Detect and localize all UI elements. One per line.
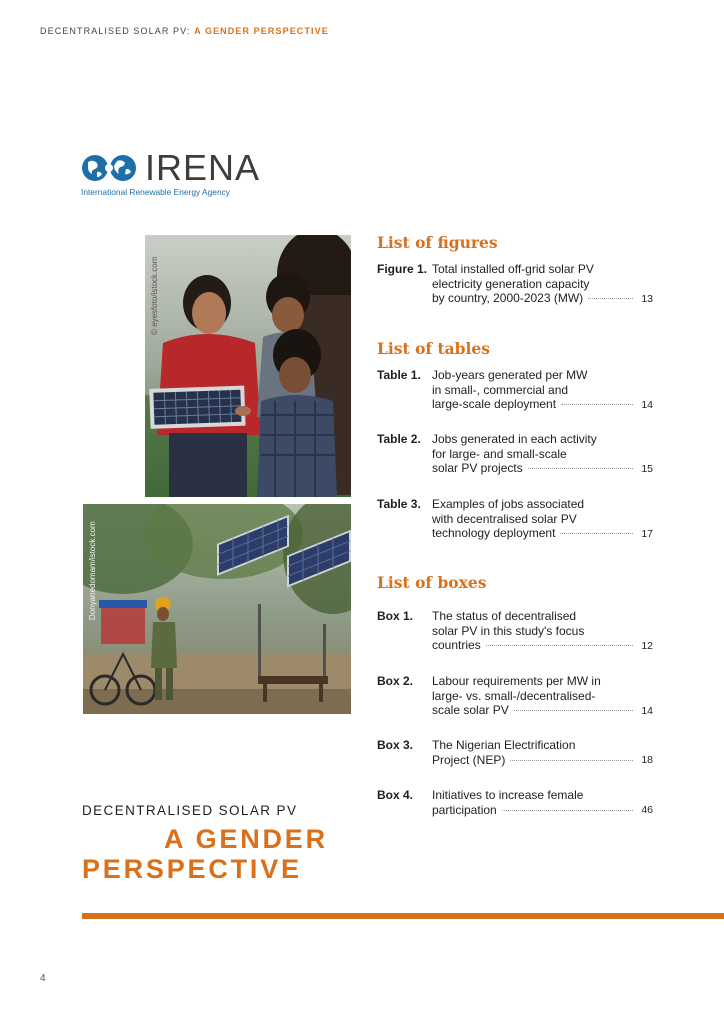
entry-label: Table 2. xyxy=(377,432,421,446)
table-entry[interactable] xyxy=(377,497,653,542)
entry-page-number: 46 xyxy=(641,804,653,816)
box-entry[interactable] xyxy=(377,674,653,719)
dot-leader xyxy=(514,709,633,711)
photo-rickshaw-solar-panels xyxy=(83,504,351,714)
figure-entry[interactable] xyxy=(377,262,653,307)
list-of-tables-title: List of tables xyxy=(377,339,490,358)
entry-line: electricity generation capacity xyxy=(432,276,590,291)
entry-page-number: 12 xyxy=(641,640,653,652)
running-header-highlight: A GENDER PERSPECTIVE xyxy=(194,26,329,36)
entry-line: with decentralised solar PV xyxy=(432,511,577,526)
dot-leader xyxy=(510,759,633,761)
box-entry[interactable] xyxy=(377,609,653,654)
dot-leader xyxy=(528,467,633,469)
running-header-prefix: DECENTRALISED SOLAR PV: xyxy=(40,26,195,36)
globe-icon xyxy=(80,152,144,184)
entry-page-number: 13 xyxy=(641,293,653,305)
dot-leader xyxy=(486,644,633,646)
entry-line: The status of decentralised xyxy=(432,609,577,623)
entry-line: countries xyxy=(432,638,481,653)
list-of-figures-title: List of figures xyxy=(377,233,498,252)
dot-leader xyxy=(560,532,633,534)
entry-label: Box 3. xyxy=(377,738,414,752)
entry-line: solar PV in this study's focus xyxy=(432,623,585,638)
entry-label: Table 3. xyxy=(377,497,421,511)
photo-woman-children-solar-panel xyxy=(145,235,351,497)
logo-subtitle: International Renewable Energy Agency xyxy=(81,187,230,197)
photo-credit-bottom: Donyanedomam/istock.com xyxy=(88,521,97,620)
entry-page-number: 17 xyxy=(641,528,653,540)
orange-divider xyxy=(82,913,724,919)
dot-leader xyxy=(502,809,633,811)
entry-line: large-scale deployment xyxy=(432,397,557,412)
photo-credit-top: © eyesfoto/istock.com xyxy=(150,256,159,335)
list-of-boxes-title: List of boxes xyxy=(377,573,487,592)
entry-label: Table 1. xyxy=(377,368,421,382)
running-header xyxy=(40,26,329,36)
entry-line: Initiatives to increase female xyxy=(432,788,584,802)
entry-line: Jobs generated in each activity xyxy=(432,432,597,446)
entry-line: solar PV projects xyxy=(432,461,523,476)
entry-line: for large- and small-scale xyxy=(432,446,567,461)
entry-label: Box 4. xyxy=(377,788,414,802)
dot-leader xyxy=(588,297,633,299)
entry-line: scale solar PV xyxy=(432,703,509,718)
entry-label: Figure 1. xyxy=(377,262,428,276)
box-entry[interactable] xyxy=(377,738,653,768)
table-entry[interactable] xyxy=(377,432,653,477)
entry-line: participation xyxy=(432,802,497,817)
entry-line: The Nigerian Electrification xyxy=(432,738,576,752)
page-number: 4 xyxy=(40,973,46,984)
entry-line: by country, 2000-2023 (MW) xyxy=(432,291,584,306)
entry-page-number: 15 xyxy=(641,463,653,475)
entry-line: in small-, commercial and xyxy=(432,382,569,397)
logo-wordmark: IRENA xyxy=(145,147,261,188)
table-entry[interactable] xyxy=(377,368,653,413)
entry-line: Job-years generated per MW xyxy=(432,368,588,382)
entry-line: Labour requirements per MW in xyxy=(432,674,601,688)
entry-line: Examples of jobs associated xyxy=(432,497,585,511)
cover-title-line2: PERSPECTIVE xyxy=(82,854,302,884)
entry-line: technology deployment xyxy=(432,526,556,541)
box-entry[interactable] xyxy=(377,788,653,818)
entry-page-number: 18 xyxy=(641,754,653,766)
entry-line: Project (NEP) xyxy=(432,752,506,767)
dot-leader xyxy=(561,403,633,405)
entry-line: Total installed off-grid solar PV xyxy=(432,262,594,276)
entry-page-number: 14 xyxy=(641,399,653,411)
entry-line: large- vs. small-/decentralised- xyxy=(432,688,596,703)
entry-label: Box 2. xyxy=(377,674,414,688)
cover-kicker: DECENTRALISED SOLAR PV xyxy=(82,803,298,818)
entry-label: Box 1. xyxy=(377,609,414,623)
entry-page-number: 14 xyxy=(641,705,653,717)
cover-title-line1: A GENDER xyxy=(164,824,328,854)
